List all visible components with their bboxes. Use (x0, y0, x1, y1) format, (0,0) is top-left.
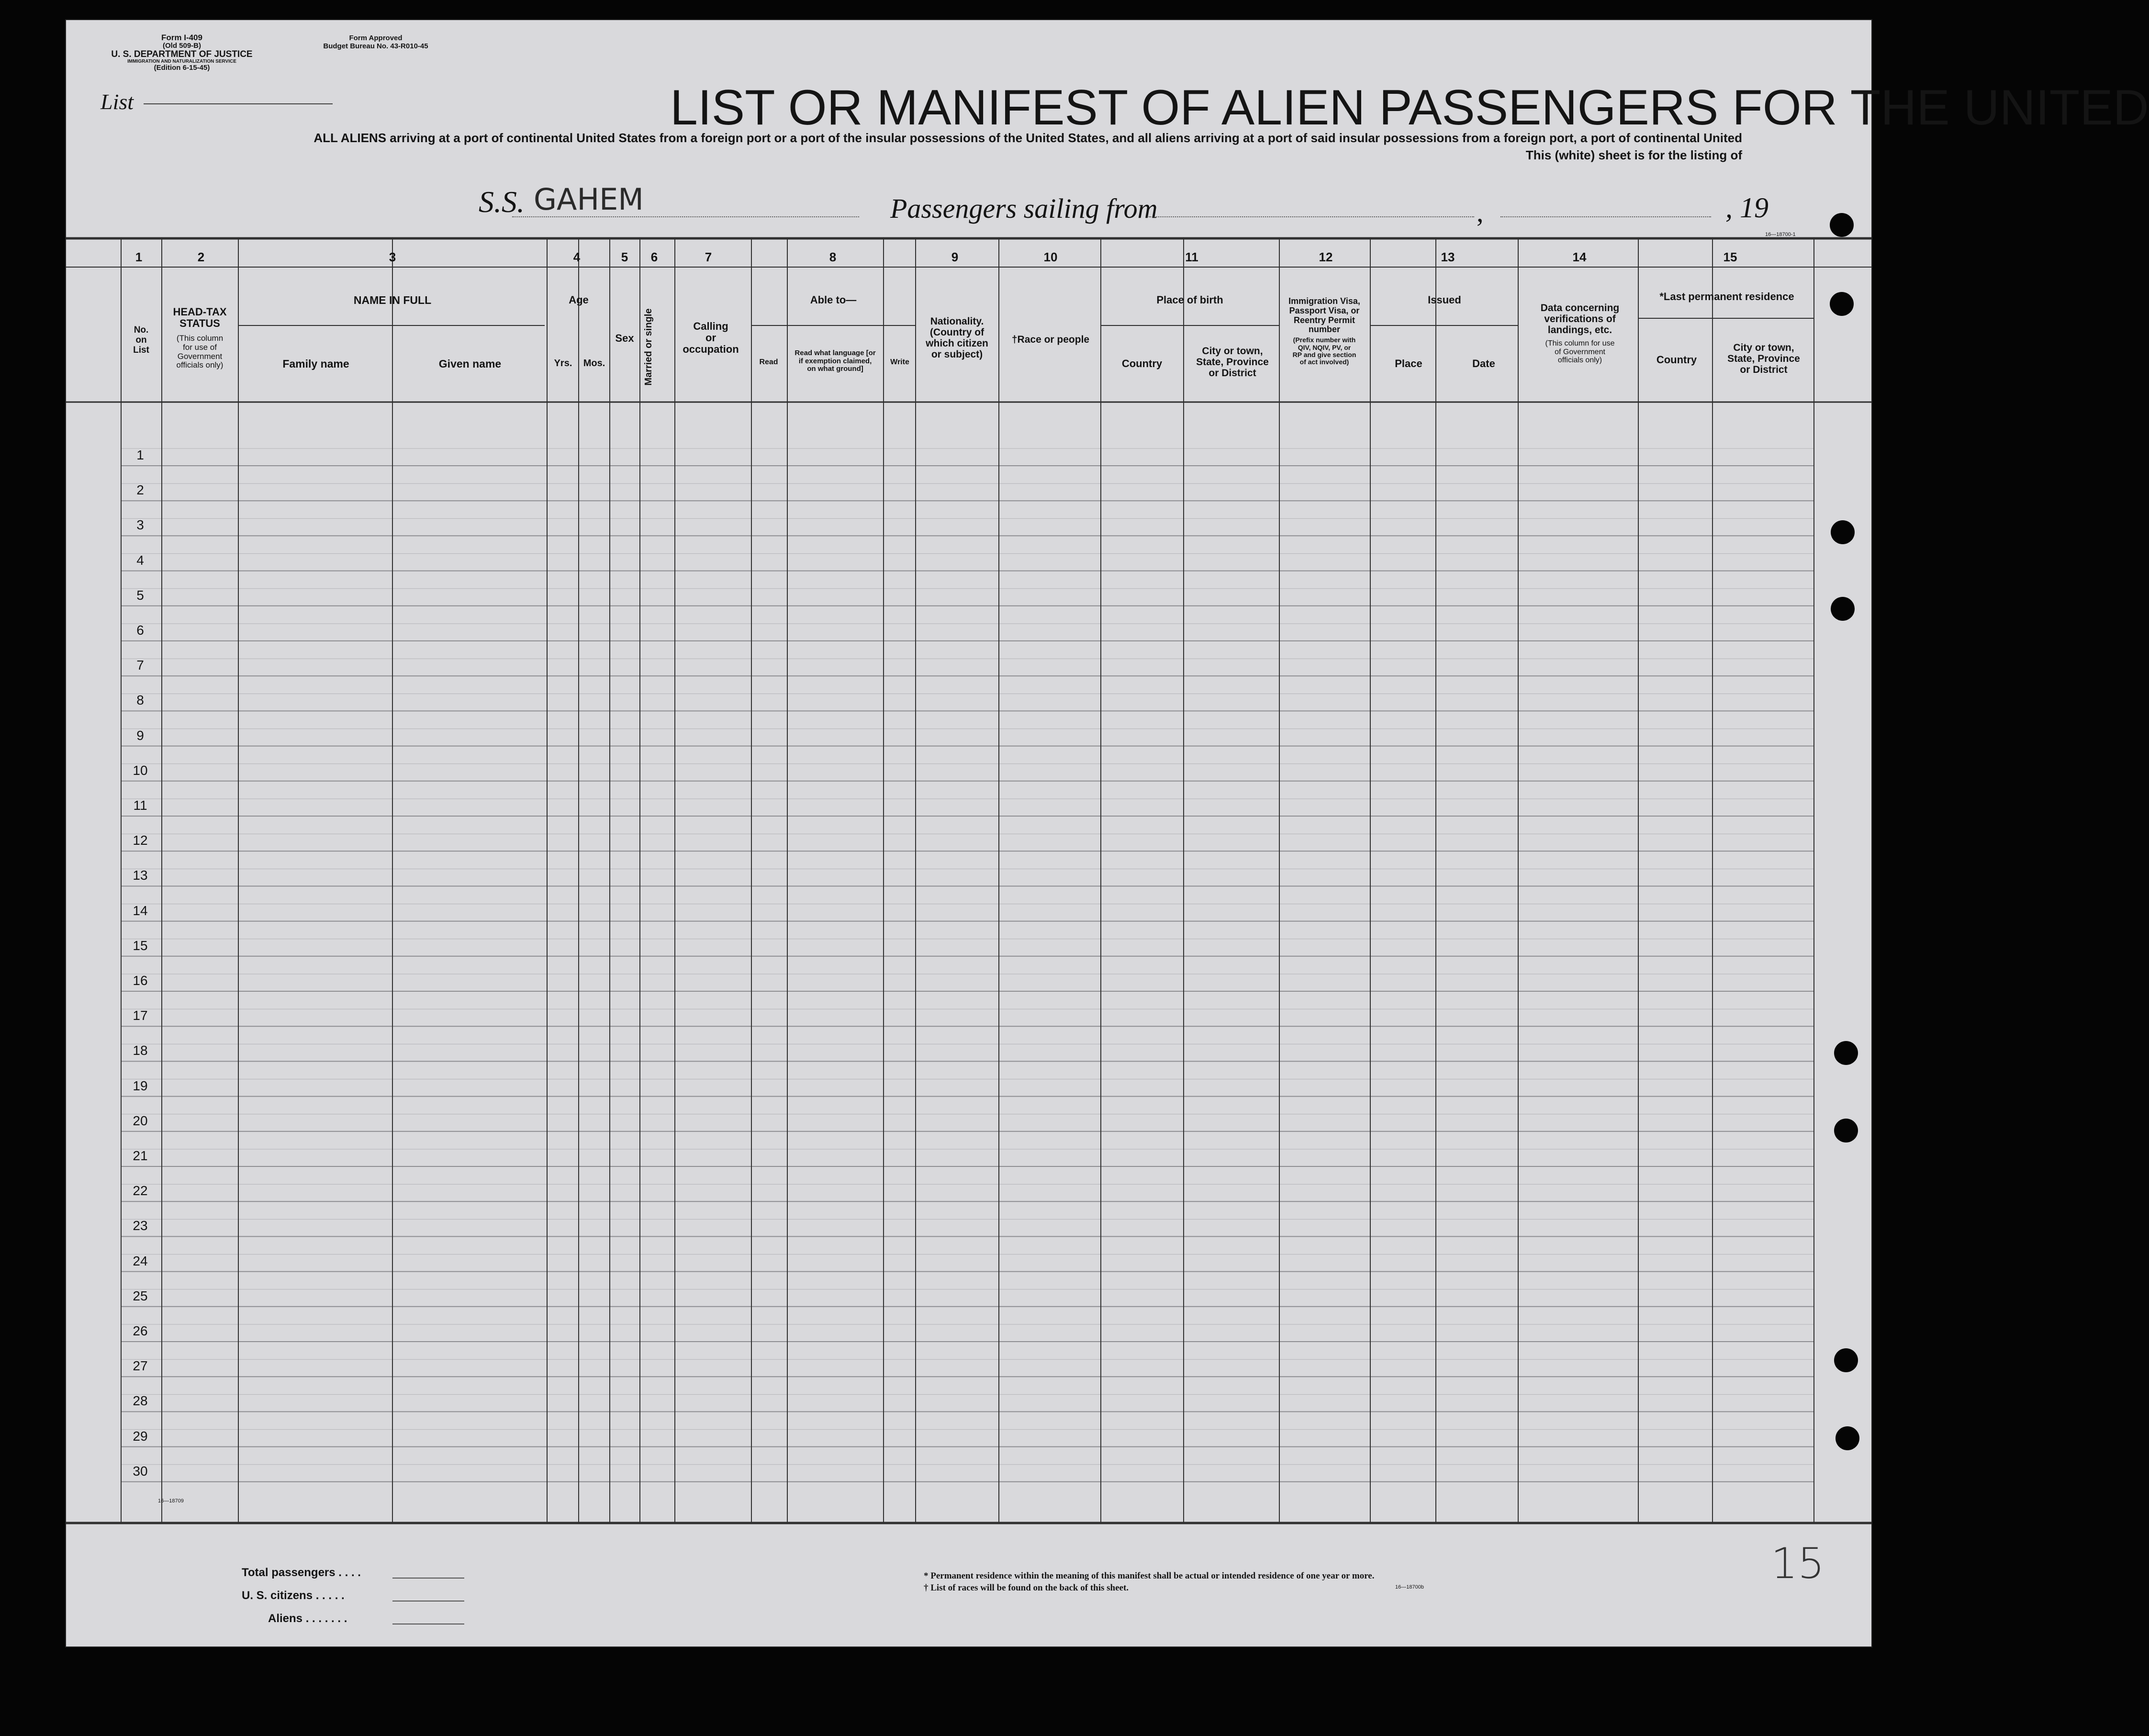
col-number-14: 14 (1572, 250, 1587, 264)
row-number: 3 (136, 517, 144, 533)
col-number-9: 9 (951, 250, 959, 264)
row-number: 23 (133, 1218, 148, 1233)
row-number: 14 (133, 903, 148, 918)
col-number-12: 12 (1319, 250, 1333, 264)
list-label: List (101, 90, 134, 114)
row-number: 8 (136, 693, 144, 708)
col-number-13: 13 (1441, 250, 1455, 264)
header-married-or-single: Married or single (643, 308, 654, 386)
header-text: RP and give section (1292, 350, 1356, 358)
page-title: LIST OR MANIFEST OF ALIEN PASSENGERS FOR THE UNITED (670, 80, 2149, 135)
header-write: Write (890, 358, 909, 366)
header-text: City or town, (1202, 346, 1263, 357)
row-number: 6 (136, 623, 144, 638)
header-text: STATUS (179, 317, 220, 330)
row-number: 7 (136, 658, 144, 673)
row-number: 20 (133, 1113, 148, 1128)
header-text: Data concerning (1540, 302, 1620, 314)
ship-name-line (512, 216, 859, 217)
row-number: 5 (136, 587, 144, 603)
row-number: 19 (133, 1078, 148, 1093)
header-text: HEAD-TAX (173, 306, 227, 318)
header-text: Calling (693, 320, 728, 332)
header-text: for use of (183, 343, 217, 352)
col-number-1: 1 (135, 250, 143, 264)
instructions-line-2: This (white) sheet is for the listing of (1525, 148, 1742, 163)
header-text: which citizen (926, 338, 988, 349)
header-text: Nationality. (930, 316, 984, 327)
approved-line: Form Approved (349, 34, 403, 42)
col-number-8: 8 (829, 250, 837, 264)
instructions (297, 129, 1742, 164)
row-number: 25 (133, 1288, 148, 1303)
aliens-label: Aliens . . . . . . . (268, 1612, 347, 1625)
header-text: Passport Visa, or (1289, 305, 1360, 315)
col-number-10: 10 (1043, 250, 1058, 264)
row-number: 21 (133, 1148, 148, 1163)
col-number-5: 5 (621, 250, 628, 264)
col-number-6: 6 (650, 250, 658, 264)
header-text: of act involved) (1299, 358, 1349, 366)
row-number: 27 (133, 1358, 148, 1374)
head-tax-note (163, 334, 237, 370)
row-number: 18 (133, 1043, 148, 1058)
ship-name[interactable]: GAHEM (534, 182, 644, 217)
header-text: State, Province (1727, 353, 1800, 365)
service-name: IMMIGRATION AND NATURALIZATION SERVICE (127, 58, 236, 64)
header-sex: Sex (615, 332, 634, 344)
approval-note (297, 34, 455, 50)
header-text: number (1308, 325, 1340, 335)
budget-bureau-line: Budget Bureau No. 43-R010-45 (323, 42, 428, 50)
us-citizens-field[interactable] (392, 1601, 464, 1602)
header-mos: Mos. (583, 358, 605, 369)
data-landings-note (1520, 339, 1640, 365)
form-number: Form I-409 (161, 33, 202, 42)
sailing-label: Passengers sailing from (890, 193, 1158, 224)
print-code-top: 16—18700-1 (1765, 232, 1796, 237)
header-text: List (133, 345, 149, 355)
total-passengers-label: Total passengers . . . . (242, 1566, 361, 1579)
ss-label: S.S. (479, 185, 525, 219)
header-text: landings, etc. (1547, 325, 1612, 336)
header-place-of-birth: Place of birth (1156, 294, 1223, 306)
header-residence-city (1713, 342, 1814, 375)
header-head-tax (163, 306, 237, 370)
header-birth-country: Country (1121, 358, 1163, 370)
header-text: (This column for use (1545, 339, 1615, 348)
row-number: 29 (133, 1428, 148, 1444)
instructions-line-1: ALL ALIENS arriving at a port of continental United States from a foreign port or a port of the insular possessions of the United States, and all aliens arriving at a port of said insular possessions from a foreign port, a port of continental United (313, 131, 1742, 145)
header-text: QIV, NQIV, PV, or (1298, 343, 1351, 351)
row-number: 2 (136, 482, 144, 498)
visa-note (1279, 336, 1370, 366)
list-number-field[interactable] (144, 103, 333, 104)
old-form-number: (Old 509-B) (162, 41, 201, 50)
col-number-3: 3 (389, 250, 396, 264)
header-text: on what ground] (807, 365, 863, 373)
footnote-races: † List of races will be found on the back of this sheet. (924, 1583, 1129, 1593)
header-text: or District (1209, 368, 1256, 379)
print-code-footer: 16—18700b (1395, 1584, 1424, 1590)
header-residence-country: Country (1656, 354, 1697, 366)
header-visa (1279, 297, 1370, 366)
header-calling (675, 321, 747, 356)
print-code-bottom: 16—18709 (158, 1498, 184, 1504)
header-text: State, Province (1196, 357, 1269, 368)
header-text: Government (177, 351, 223, 361)
comma-separator: , (1477, 197, 1484, 228)
row-number: 26 (133, 1323, 148, 1338)
header-text: City or town, (1733, 342, 1794, 353)
row-number: 11 (133, 798, 147, 813)
col-number-4: 4 (573, 250, 581, 264)
row-number: 13 (133, 868, 148, 883)
header-text: of Government (1555, 347, 1605, 356)
header-able-to: Able to— (810, 294, 857, 306)
header-text: Immigration Visa, (1288, 296, 1360, 306)
header-text: (Country of (929, 327, 985, 338)
sailing-date-field[interactable] (1500, 216, 1711, 217)
header-text: or District (1740, 364, 1788, 376)
header-no-on-list (124, 325, 158, 356)
header-issued-date: Date (1472, 358, 1495, 370)
col-number-11: 11 (1185, 250, 1198, 264)
edition: (Edition 6-15-45) (154, 64, 210, 72)
header-text: occupation (683, 343, 739, 356)
header-race: †Race or people (1011, 334, 1090, 345)
manifest-table-grid (66, 235, 1871, 1527)
col-number-7: 7 (705, 250, 712, 264)
row-number: 28 (133, 1393, 148, 1409)
department-name: U. S. DEPARTMENT OF JUSTICE (111, 49, 253, 59)
row-number: 22 (133, 1183, 148, 1198)
form-identifier (72, 34, 292, 72)
us-citizens-label: U. S. citizens . . . . . (242, 1589, 345, 1602)
col-number-15: 15 (1723, 250, 1737, 264)
header-text: or subject) (931, 349, 983, 360)
header-given-name: Given name (438, 358, 502, 370)
handwritten-page-number: 15 (1771, 1539, 1824, 1588)
header-last-residence: *Last permanent residence (1659, 291, 1794, 302)
header-text: verifications of (1544, 314, 1616, 325)
row-number: 12 (133, 833, 148, 848)
row-number: 16 (133, 973, 148, 988)
year-prefix: , 19 (1725, 192, 1768, 224)
header-issued-place: Place (1395, 358, 1422, 370)
header-age: Age (569, 294, 589, 306)
row-number: 1 (136, 448, 144, 462)
header-yrs: Yrs. (554, 358, 572, 369)
header-text: officials only) (1557, 356, 1602, 365)
row-number: 15 (133, 938, 148, 953)
total-passengers-field[interactable] (392, 1578, 464, 1579)
sailing-port-field[interactable] (1149, 216, 1474, 217)
header-text: on (135, 335, 147, 345)
row-number: 4 (136, 552, 144, 568)
row-number: 10 (133, 762, 148, 778)
header-text: or (705, 332, 716, 344)
header-read: Read (759, 358, 778, 366)
header-nationality (915, 316, 999, 360)
header-family-name: Family name (282, 358, 349, 370)
header-name-in-full: NAME IN FULL (353, 294, 432, 306)
header-text: officials only) (176, 360, 224, 370)
header-text: No. (134, 325, 149, 335)
row-number: 30 (133, 1463, 148, 1478)
header-birth-city (1185, 346, 1280, 379)
header-read-language (787, 349, 883, 373)
header-text: Reentry Permit (1293, 315, 1355, 325)
header-text: (Prefix number with (1293, 336, 1356, 344)
col-number-2: 2 (197, 250, 205, 264)
header-text: (This column (176, 334, 224, 343)
row-number: 9 (136, 728, 144, 743)
header-text: if exemption claimed, (798, 357, 872, 365)
header-data-landings (1520, 302, 1640, 365)
header-issued: Issued (1428, 294, 1461, 306)
header-text: Read what language [or (795, 349, 876, 357)
row-number: 24 (133, 1253, 148, 1268)
row-number: 17 (133, 1008, 148, 1023)
footnote-permanent-residence: * Permanent residence within the meaning of this manifest shall be actual or intended residence of one year or more. (924, 1571, 1375, 1581)
